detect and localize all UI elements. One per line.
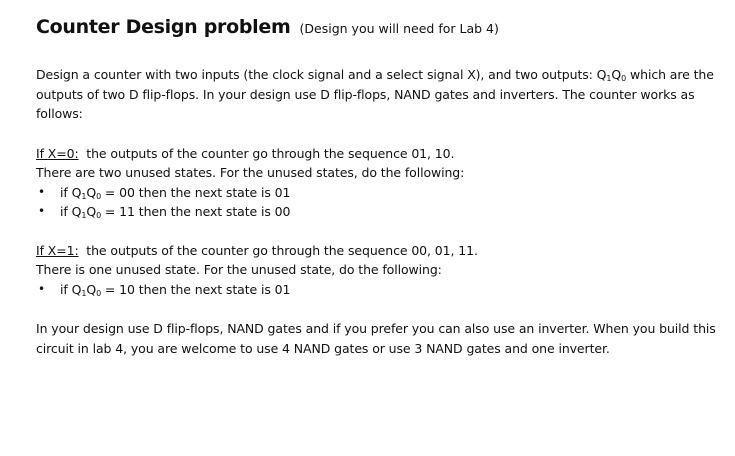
q0-symbol: Q (86, 281, 97, 297)
document (36, 12, 716, 358)
bullet-icon: • (38, 204, 45, 218)
q0-subscript: 0 (621, 74, 627, 83)
bullet-prefix: if (60, 204, 72, 219)
q0-symbol: Q (86, 184, 97, 200)
case-x1-unused: There is one unused state. For the unused state, do the following: (36, 262, 442, 277)
bullet-text: = 00 then the next state is 01 (101, 184, 291, 200)
q1-symbol: Q (71, 184, 82, 200)
q0-subscript: 0 (96, 211, 102, 220)
q0-subscript: 0 (96, 191, 102, 201)
case-x0-heading (36, 144, 716, 164)
case-x1-section (36, 241, 716, 300)
case-x0-list (36, 183, 716, 222)
intro-text-end: which are the outputs of two D flip-flops. In your design use D flip-flops, NAND gates and inverters. The counter works as follows: (36, 67, 714, 121)
bullet-icon: • (38, 281, 45, 296)
q1-subscript: 1 (81, 288, 87, 298)
q1-symbol: Q (71, 204, 82, 219)
case-x1-condition: If X=1: (36, 242, 79, 258)
case-x1-list (36, 280, 716, 300)
document-heading (36, 12, 716, 42)
q1-subscript: 1 (81, 191, 87, 201)
q0-symbol: Q (86, 204, 97, 219)
bullet-text: = 11 then the next state is 00 (101, 204, 291, 219)
intro-paragraph (36, 65, 716, 124)
list-item (36, 280, 716, 300)
bullet-text: = 10 then the next state is 01 (101, 281, 291, 297)
list-item (36, 183, 716, 203)
case-x1-sequence: the outputs of the counter go through the sequence 00, 01, 11. (78, 242, 478, 258)
q1-symbol: Q (596, 67, 607, 82)
q1-symbol: Q (71, 281, 82, 297)
q0-subscript: 0 (96, 288, 102, 298)
bullet-prefix: if (60, 281, 72, 297)
page-title: Counter Design problem (36, 16, 291, 38)
q0-symbol: Q (611, 67, 622, 82)
case-x0-unused: There are two unused states. For the unused states, do the following: (36, 165, 465, 180)
list-item (36, 202, 716, 222)
closing-paragraph: In your design use D flip-flops, NAND gates and if you prefer you can also use an inverter. When you build this circuit in lab 4, you are welcome to use 4 NAND gates or use 3 NAND gates and one inverter. (36, 321, 716, 356)
intro-text-start: Design a counter with two inputs (the clock signal and a select signal X), and two outputs: (36, 67, 597, 82)
page-subtitle: (Design you will need for Lab 4) (299, 21, 499, 36)
bullet-prefix: if (60, 184, 72, 200)
q1-subscript: 1 (606, 74, 612, 83)
bullet-icon: • (38, 184, 45, 199)
case-x1-heading (36, 241, 716, 261)
q1-subscript: 1 (81, 211, 87, 220)
case-x0-condition: If X=0: (36, 145, 79, 161)
case-x0-section (36, 144, 716, 222)
case-x0-sequence: the outputs of the counter go through the sequence 01, 10. (78, 145, 455, 161)
